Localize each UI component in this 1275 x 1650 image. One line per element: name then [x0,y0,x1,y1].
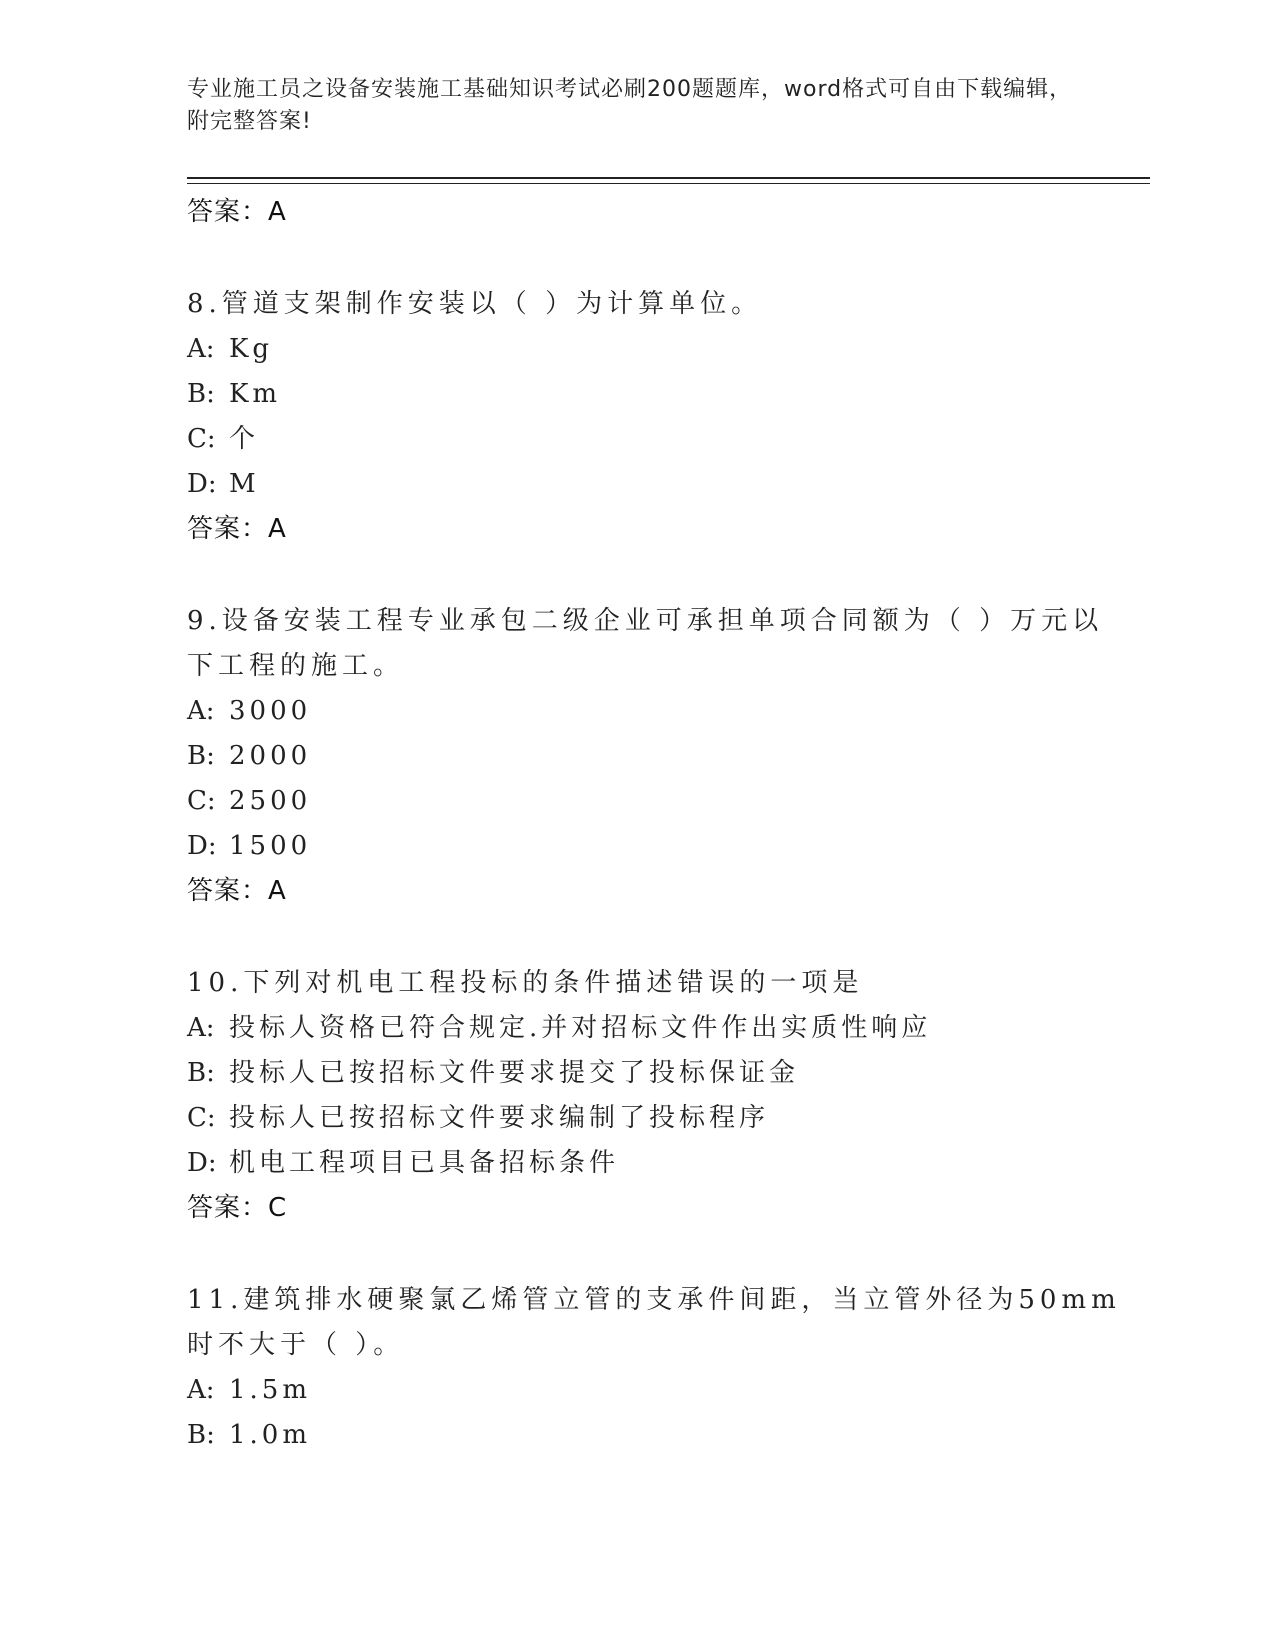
header-divider-thin [187,183,1150,184]
option-b [187,372,1127,417]
option-label: A: [187,1013,215,1043]
option-label: A: [187,334,215,364]
option-d [187,824,1127,869]
option-text: Km [229,379,282,409]
question-text: 10.下列对机电工程投标的条件描述错误的一项是 [187,968,864,998]
option-a [187,689,1127,734]
header-divider-thick [187,177,1150,179]
option-a [187,327,1127,372]
option-c [187,1096,1127,1141]
question-text: 9.设备安装工程专业承包二级企业可承担单项合同额为（ ）万元以下工程的施工。 [187,606,1104,681]
question-block [187,961,1127,1230]
option-a [187,1006,1127,1051]
option-label: D: [187,1148,217,1178]
option-label: B: [187,379,215,409]
option-label: B: [187,741,215,771]
answer-line: 答案：A [187,197,287,227]
option-c [187,779,1127,824]
option-text: 投标人已按招标文件要求提交了投标保证金 [229,1058,800,1088]
answer-line: 答案：C [187,1193,288,1223]
option-text: Kg [229,334,274,364]
option-text: 个 [229,424,260,454]
option-text: 1500 [229,831,312,861]
option-text: 3000 [229,696,312,726]
option-text: 投标人已按招标文件要求编制了投标程序 [229,1103,770,1133]
answer-line: 答案：A [187,876,287,906]
option-c [187,417,1127,462]
question-list [187,190,1127,1458]
answer-line: 答案：A [187,514,287,544]
question-text: 8.管道支架制作安装以（ ）为计算单位。 [187,289,763,319]
document-header-title: 专业施工员之设备安装施工基础知识考试必刷200题题库，word格式可自由下载编辑，附完整答案! [187,77,1073,134]
question-block [187,282,1127,551]
question-block [187,599,1127,913]
option-label: D: [187,469,217,499]
option-label: D: [187,831,217,861]
option-b [187,734,1127,779]
option-label: C: [187,786,216,816]
option-text: 机电工程项目已具备招标条件 [229,1148,620,1178]
option-label: C: [187,1103,216,1133]
option-b [187,1413,1127,1458]
question-block [187,1278,1127,1458]
option-text: 2500 [229,786,312,816]
option-text: 投标人资格已符合规定.并对招标文件作出实质性响应 [229,1013,932,1043]
option-d [187,1141,1127,1186]
option-text: 2000 [229,741,312,771]
option-text: M [229,469,260,499]
option-label: A: [187,696,215,726]
option-text: 1.5m [229,1375,312,1405]
option-label: B: [187,1058,215,1088]
option-b [187,1051,1127,1096]
option-label: A: [187,1375,215,1405]
option-label: C: [187,424,216,454]
option-d [187,462,1127,507]
question-text: 11.建筑排水硬聚氯乙烯管立管的支承件间距，当立管外径为50mm时不大于（ ）。 [187,1285,1121,1360]
option-text: 1.0m [229,1420,312,1450]
option-label: B: [187,1420,215,1450]
option-a [187,1368,1127,1413]
